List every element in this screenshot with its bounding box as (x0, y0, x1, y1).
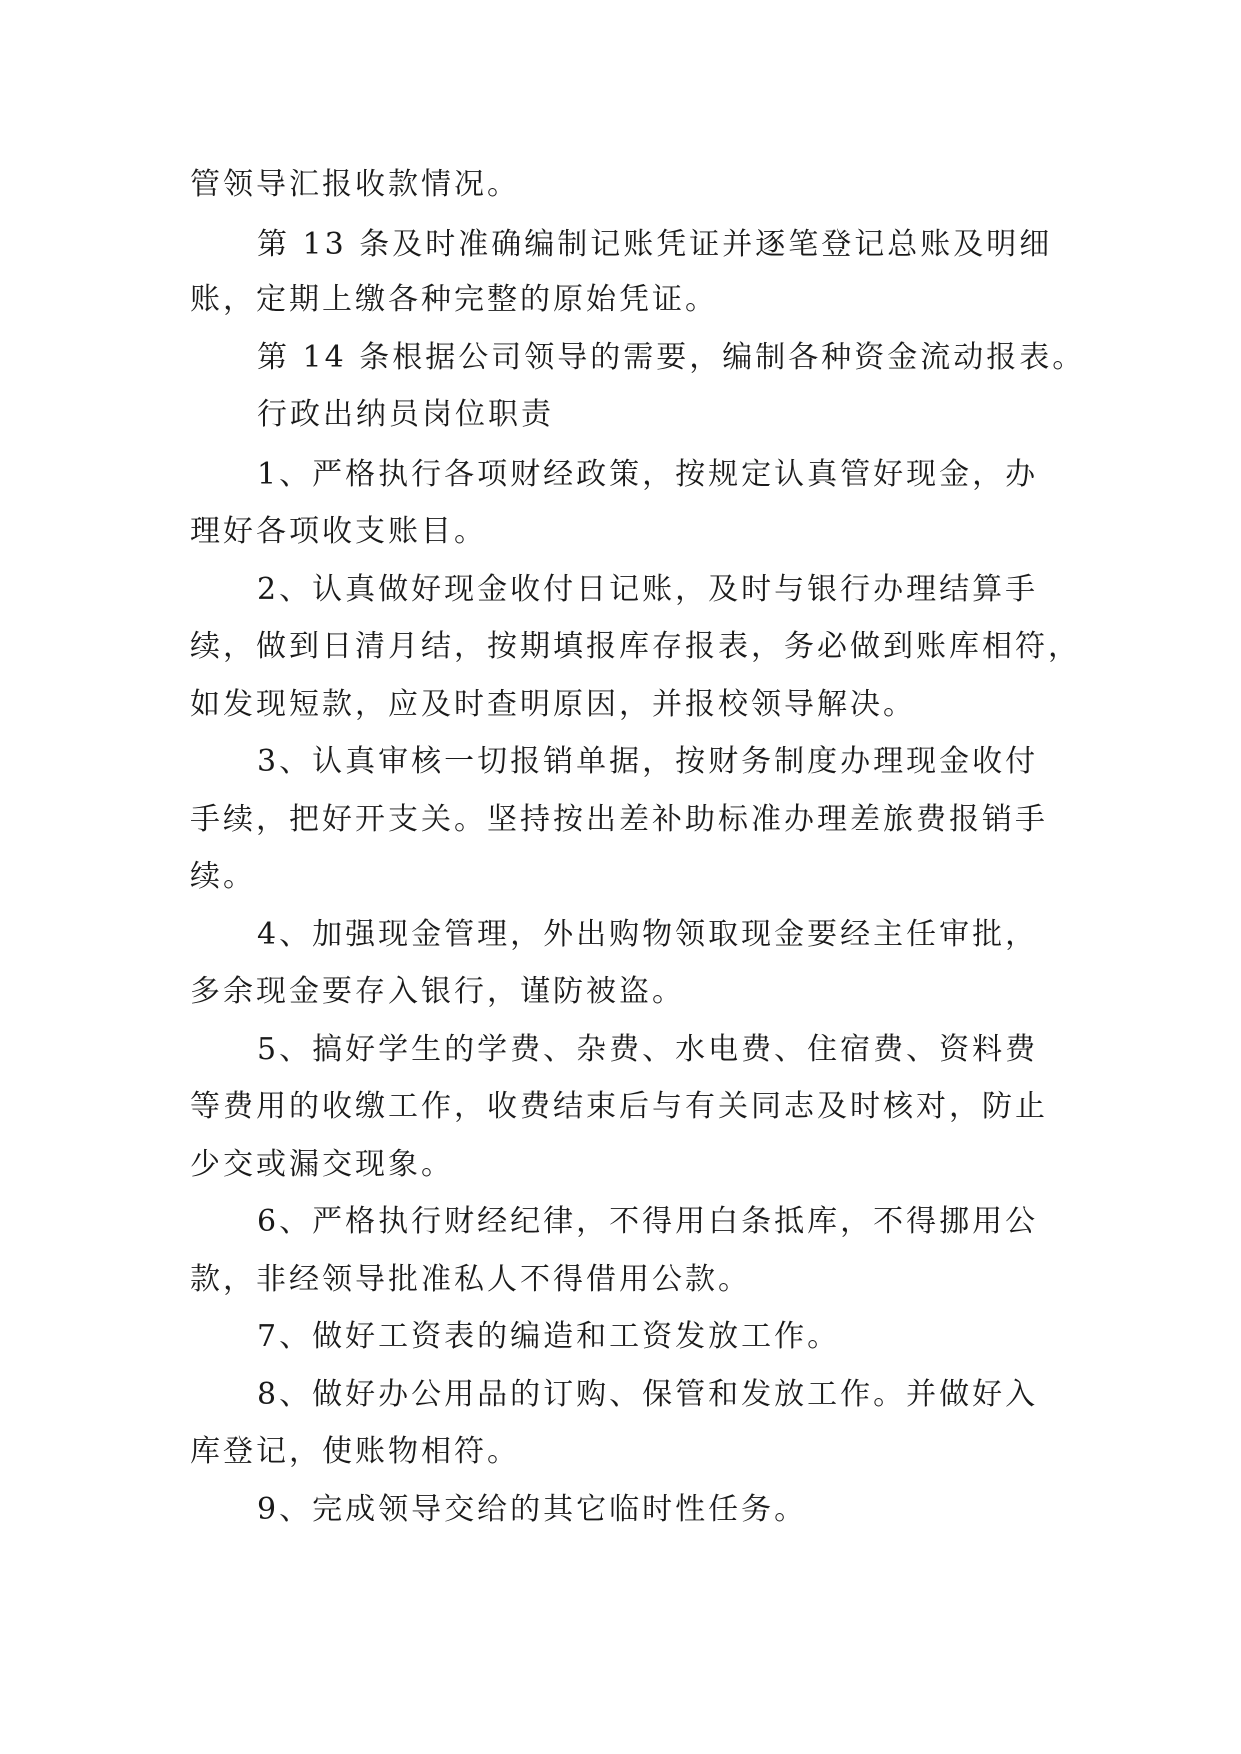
text-line: 款，非经领导批准私人不得借用公款。 (190, 1262, 751, 1297)
text-line: 库登记，使账物相符。 (190, 1434, 520, 1469)
text-line: 理好各项收支账目。 (190, 514, 487, 549)
text-line: 4、加强现金管理，外出购物领取现金要经主任审批， (257, 917, 1039, 952)
text-line: 如发现短款，应及时查明原因，并报校领导解决。 (190, 687, 916, 722)
text-line: 2、认真做好现金收付日记账，及时与银行办理结算手 (257, 572, 1039, 607)
text-line: 续。 (190, 859, 256, 894)
text-line: 第 13 条及时准确编制记账凭证并逐笔登记总账及明细 (257, 227, 1053, 262)
text-line: 手续，把好开支关。坚持按出差补助标准办理差旅费报销手 (190, 802, 1048, 837)
text-line: 8、做好办公用品的订购、保管和发放工作。并做好入 (257, 1377, 1039, 1412)
text-line: 少交或漏交现象。 (190, 1147, 454, 1182)
text-line: 续，做到日清月结，按期填报库存报表，务必做到账库相符， (190, 629, 1081, 664)
section-heading: 行政出纳员岗位职责 (257, 397, 554, 432)
text-line: 等费用的收缴工作，收费结束后与有关同志及时核对，防止 (190, 1089, 1048, 1124)
text-line: 1、严格执行各项财经政策，按规定认真管好现金，办 (257, 457, 1039, 492)
text-line: 6、严格执行财经纪律，不得用白条抵库，不得挪用公 (257, 1204, 1039, 1239)
text-line: 管领导汇报收款情况。 (190, 167, 520, 202)
text-line: 账，定期上缴各种完整的原始凭证。 (190, 282, 718, 317)
text-line: 多余现金要存入银行，谨防被盗。 (190, 974, 685, 1009)
text-line: 7、做好工资表的编造和工资发放工作。 (257, 1319, 841, 1354)
text-line: 第 14 条根据公司领导的需要，编制各种资金流动报表。 (257, 340, 1086, 375)
text-line: 9、完成领导交给的其它临时性任务。 (257, 1492, 808, 1527)
text-line: 5、搞好学生的学费、杂费、水电费、住宿费、资料费 (257, 1032, 1039, 1067)
text-line: 3、认真审核一切报销单据，按财务制度办理现金收付 (257, 744, 1039, 779)
